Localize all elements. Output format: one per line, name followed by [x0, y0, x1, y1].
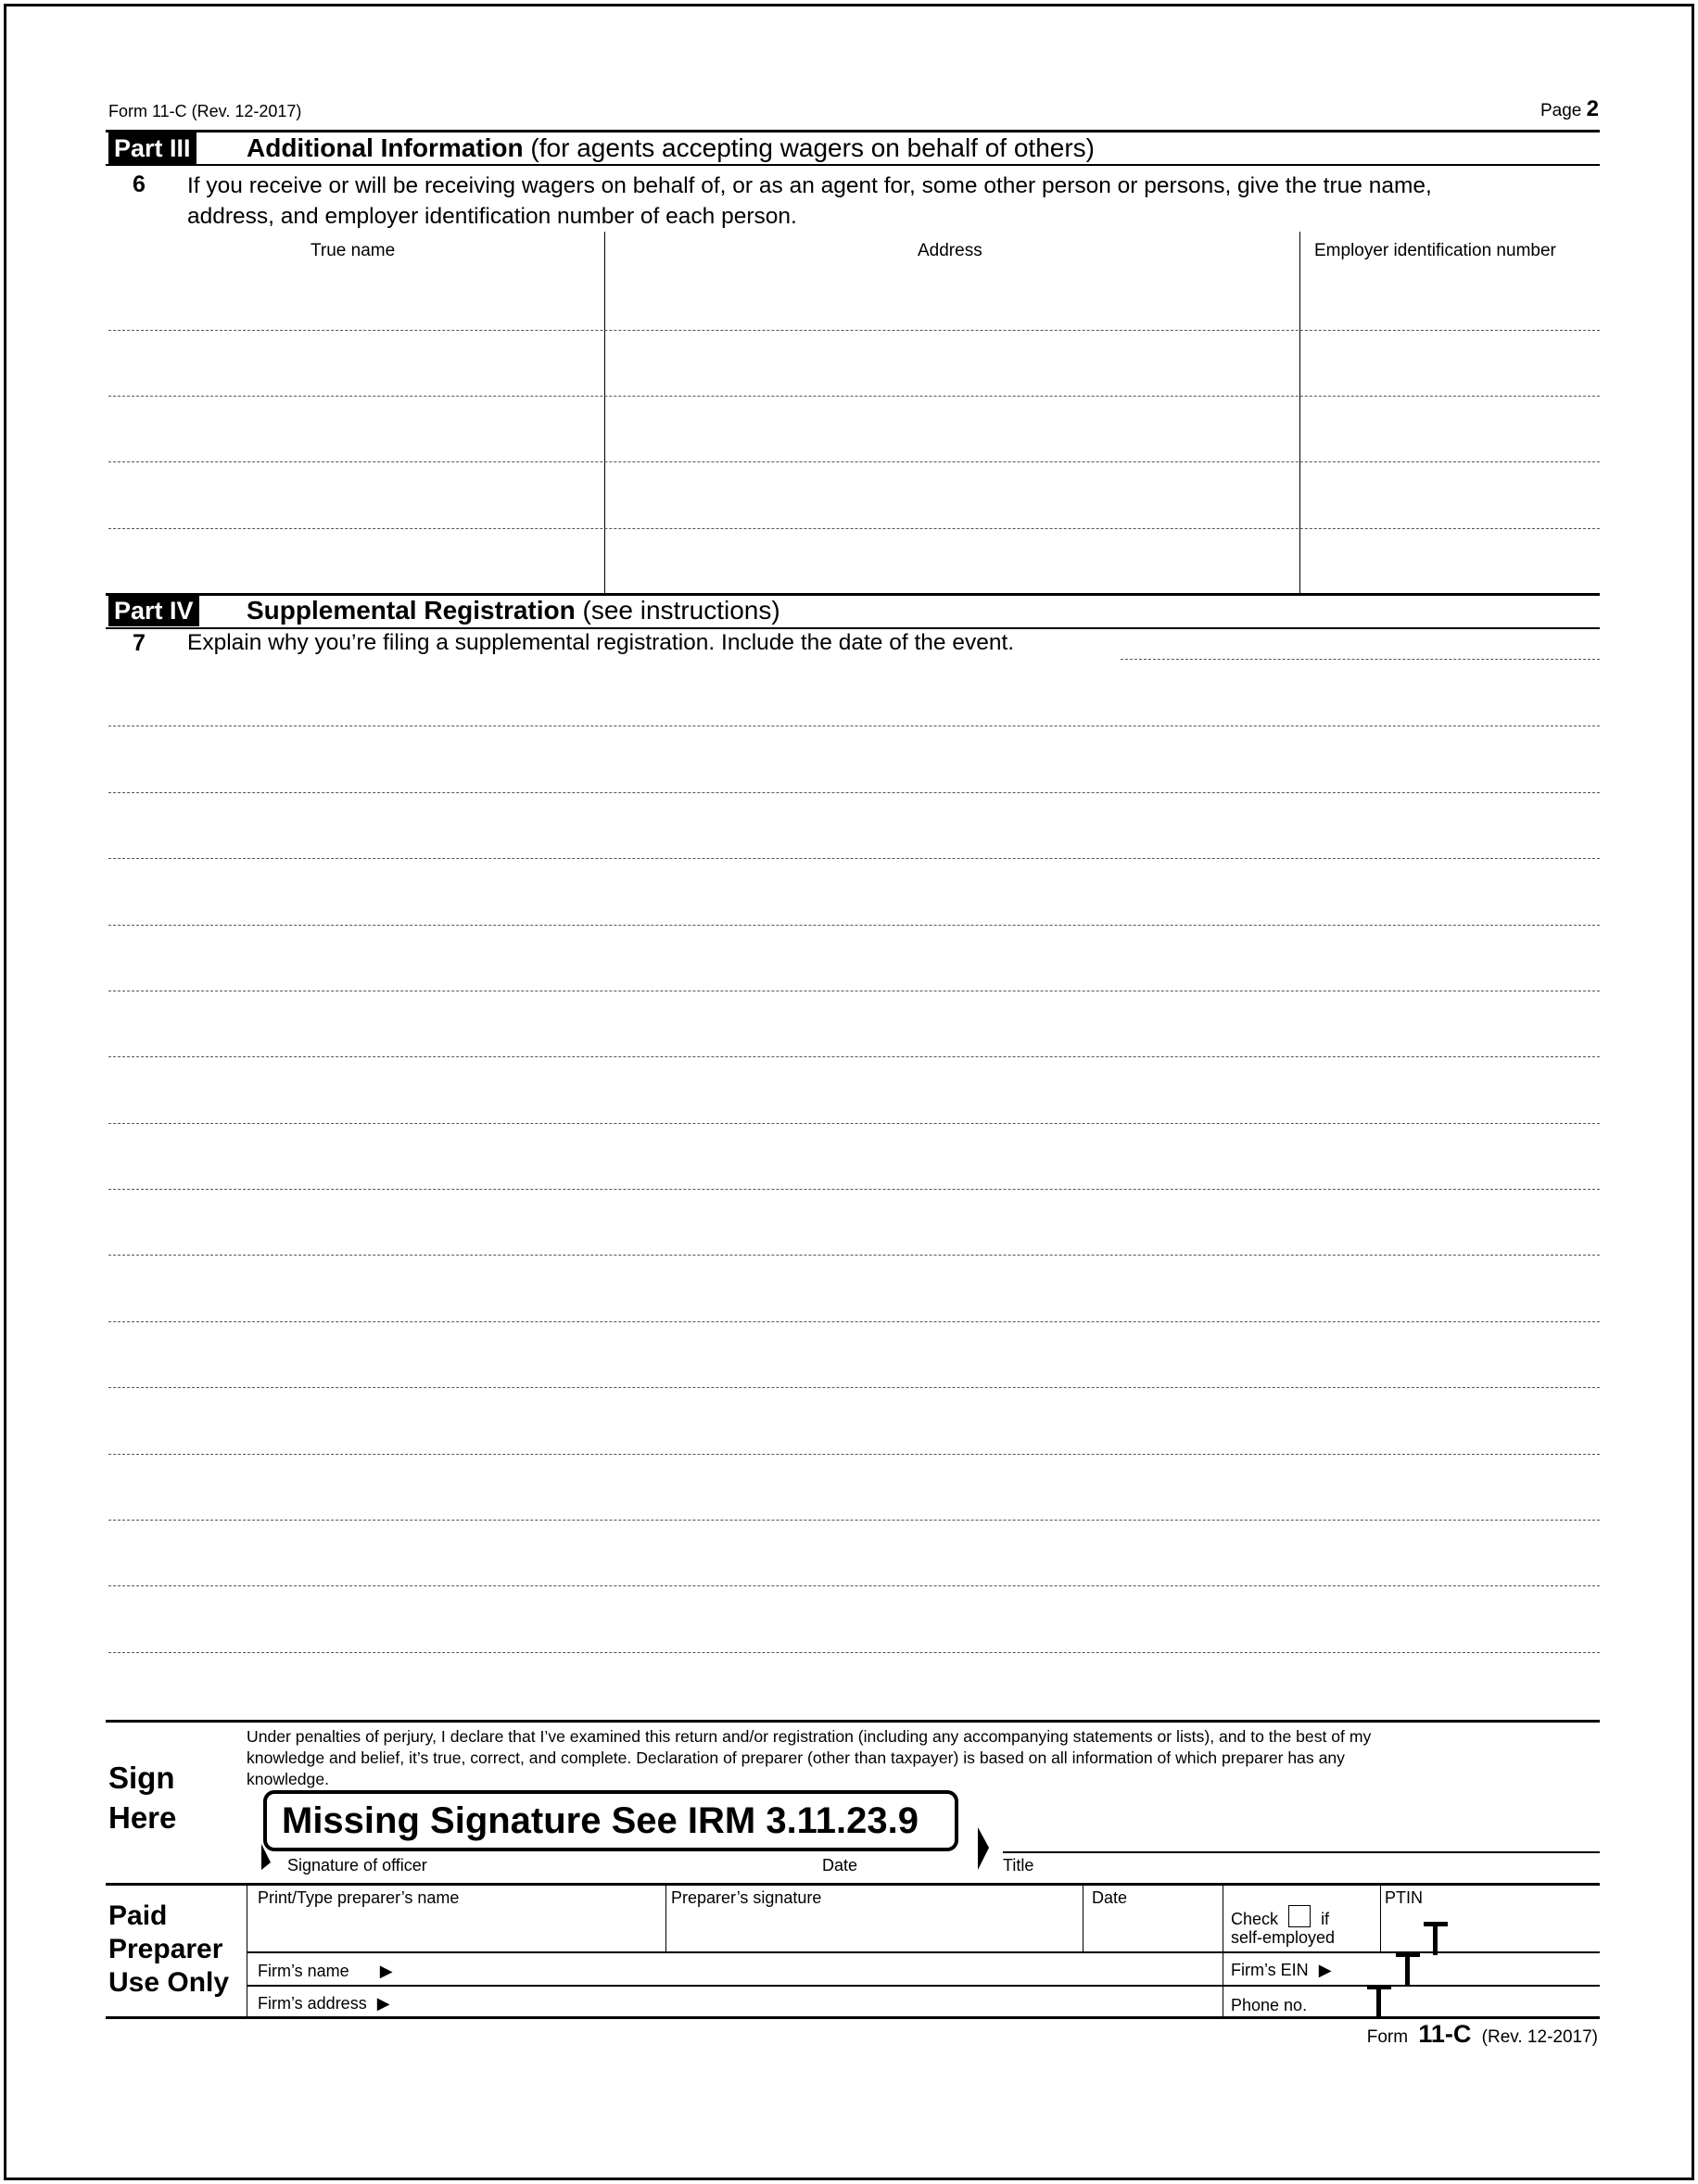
part4-title-rule	[106, 627, 1600, 629]
firm-ein-label: Firm’s EIN	[1231, 1961, 1309, 1979]
explanation-line[interactable]	[108, 1321, 1600, 1322]
self-employed-label: self-employed	[1231, 1928, 1336, 1947]
preparer-col-divider-1	[665, 1885, 666, 1951]
ptin-label: PTIN	[1385, 1888, 1424, 1907]
preparer-col-divider-4	[1380, 1885, 1381, 1951]
firm-name-label: Firm’s name	[258, 1962, 349, 1980]
form-revision: Form 11-C (Rev. 12-2017)	[108, 102, 302, 120]
agent-row-line[interactable]	[108, 396, 1600, 397]
firm-name-row	[258, 1962, 393, 1981]
part3-title-rest: (for agents accepting wagers on behalf of others)	[530, 133, 1095, 162]
explanation-line[interactable]	[108, 858, 1600, 859]
part3-title-bold: Additional Information	[247, 133, 524, 162]
page-indicator	[1540, 96, 1599, 122]
perjury-line-2: knowledge and belief, it’s true, correct, and complete. Declaration of preparer (other than taxpayer) is based on all information of which preparer has any	[247, 1748, 1345, 1767]
explanation-line[interactable]	[108, 1520, 1600, 1521]
preparer-top-rule	[106, 1883, 1600, 1886]
part4-title-rest: (see instructions)	[582, 596, 780, 625]
explanation-line[interactable]	[108, 1387, 1600, 1388]
line7-number: 7	[133, 630, 146, 656]
footer-rev: (Rev. 12-2017)	[1481, 2027, 1598, 2047]
page-label: Page	[1540, 101, 1582, 120]
part3-title	[247, 133, 1095, 164]
phone-label: Phone no.	[1231, 1996, 1308, 2014]
col-divider-2	[1299, 232, 1300, 593]
firm-ein-row	[1231, 1961, 1332, 1980]
perjury-line-1: Under penalties of perjury, I declare that I’ve examined this return and/or registration (including any accompanying statements or lists), and to the best of my	[247, 1727, 1372, 1746]
firm-ein-arrow-icon: ▶	[1318, 1961, 1332, 1979]
title-label: Title	[1003, 1856, 1034, 1875]
explanation-line[interactable]	[108, 925, 1600, 926]
firm-address-arrow-icon: ▶	[376, 1994, 390, 2013]
col-ein: Employer identification number	[1314, 241, 1556, 260]
explanation-line[interactable]	[108, 1585, 1600, 1586]
ein-marker-icon	[1396, 1952, 1420, 1986]
title-line[interactable]	[1003, 1851, 1600, 1853]
ptin-marker-icon	[1424, 1922, 1448, 1955]
explanation-line[interactable]	[108, 792, 1600, 793]
sign-heading-1: Sign	[108, 1761, 175, 1795]
check-label: Check	[1231, 1910, 1279, 1928]
sign-date-label: Date	[822, 1856, 858, 1875]
preparer-date-label: Date	[1092, 1888, 1128, 1907]
line6-instructions	[187, 170, 1432, 232]
sign-here-heading	[108, 1758, 176, 1837]
firm-address-label: Firm’s address	[258, 1994, 367, 2013]
preparer-heading-2: Preparer	[108, 1934, 223, 1964]
agent-row-line[interactable]	[108, 528, 1600, 529]
part3-label: Part III	[108, 133, 196, 164]
preparer-signature-label: Preparer’s signature	[671, 1888, 822, 1907]
self-employed-check	[1231, 1905, 1329, 1929]
footer-form-word: Form	[1366, 2027, 1409, 2047]
footer-form-number: 11-C	[1418, 2020, 1472, 2048]
part4-title	[247, 595, 780, 626]
explanation-line[interactable]	[108, 1255, 1600, 1256]
agent-row-line[interactable]	[108, 461, 1600, 462]
signature-of-officer-label: Signature of officer	[287, 1856, 427, 1875]
title-marker-icon	[976, 1827, 991, 1870]
line6-number: 6	[133, 171, 146, 197]
line6-text-2: address, and employer identification number of each person.	[187, 204, 797, 229]
firm-name-arrow-icon: ▶	[379, 1962, 393, 1980]
perjury-line-3: knowledge.	[247, 1770, 330, 1788]
col-divider-1	[604, 232, 605, 593]
part3-title-rule	[106, 164, 1600, 166]
explanation-line[interactable]	[108, 1123, 1600, 1124]
part4-label: Part IV	[108, 595, 199, 626]
line6-text-1: If you receive or will be receiving wagers on behalf of, or as an agent for, some other person or persons, give the true name,	[187, 173, 1432, 198]
perjury-statement	[247, 1726, 1371, 1790]
preparer-heading	[108, 1900, 229, 2000]
explanation-line[interactable]	[1121, 659, 1600, 660]
phone-marker-icon	[1367, 1985, 1391, 2018]
explanation-line[interactable]	[108, 1056, 1600, 1057]
line7-instructions: Explain why you’re filing a supplemental registration. Include the date of the event.	[187, 630, 1015, 655]
missing-signature-stamp: Missing Signature See IRM 3.11.23.9	[263, 1790, 958, 1851]
preparer-heading-3: Use Only	[108, 1967, 230, 1998]
page-number: 2	[1586, 96, 1599, 121]
explanation-line[interactable]	[108, 1652, 1600, 1653]
preparer-name-label: Print/Type preparer’s name	[258, 1888, 460, 1907]
preparer-heading-1: Paid	[108, 1900, 168, 1931]
firm-address-row	[258, 1994, 390, 2014]
explanation-line[interactable]	[108, 1189, 1600, 1190]
agent-row-line[interactable]	[108, 330, 1600, 331]
explanation-line[interactable]	[108, 1454, 1600, 1455]
col-true-name: True name	[310, 241, 396, 260]
signature-marker-icon	[260, 1844, 272, 1870]
sign-heading-2: Here	[108, 1800, 177, 1835]
col-address: Address	[918, 241, 982, 260]
check-if-label: if	[1321, 1910, 1330, 1928]
sign-top-rule	[106, 1720, 1600, 1723]
part4-title-bold: Supplemental Registration	[247, 596, 576, 625]
self-employed-checkbox[interactable]	[1288, 1905, 1311, 1927]
form-footer	[1367, 2020, 1598, 2049]
